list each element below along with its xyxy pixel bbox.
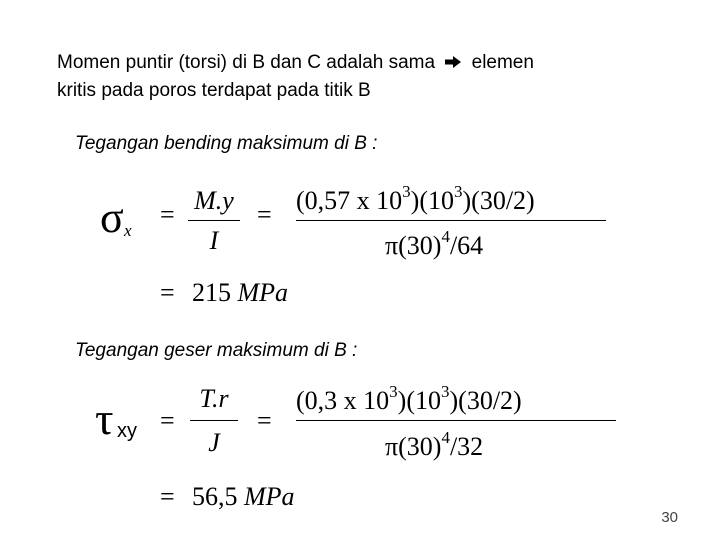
tau-symbol: τ bbox=[95, 393, 114, 444]
calc-numerator: (0,3 x $10^3)(10^3)(30/2)$ bbox=[296, 382, 522, 415]
sigma-symbol: σ bbox=[100, 193, 124, 242]
calc-denominator: $\pi(30)^4/32$ bbox=[385, 428, 484, 461]
calc-fraction-bar bbox=[296, 220, 606, 221]
fraction-bar bbox=[190, 420, 238, 421]
equals-sign-1: = bbox=[160, 200, 175, 229]
intro-line1-start: Momen puntir (torsi) di B dan C adalah sama bbox=[57, 52, 436, 73]
arrow-right-icon bbox=[444, 49, 462, 77]
intro-line1-end: elemen bbox=[471, 52, 534, 73]
intro-paragraph bbox=[57, 48, 697, 105]
shear-result: 56,5 MPa bbox=[192, 482, 295, 511]
intro-line2: kritis pada poros terdapat pada titik B bbox=[57, 80, 371, 101]
bending-result: 215 MPa bbox=[192, 278, 289, 307]
calc-denominator: $\pi(30)^4/64$ bbox=[385, 227, 484, 260]
calc-numerator: (0,57 x $10^3)(10^3)(30/2)$ bbox=[296, 182, 535, 215]
equals-sign-5: = bbox=[257, 406, 272, 435]
fraction-bar bbox=[188, 220, 240, 221]
equals-sign-3: = bbox=[160, 278, 175, 307]
page-number: 30 bbox=[661, 509, 678, 526]
shear-heading: Tegangan geser maksimum di B : bbox=[75, 340, 358, 361]
fraction-numerator: T.r bbox=[199, 384, 229, 413]
equals-sign-4: = bbox=[160, 406, 175, 435]
equals-sign-6: = bbox=[160, 482, 175, 511]
fraction-numerator: M.y bbox=[194, 186, 234, 215]
fraction-denominator: I bbox=[209, 226, 219, 255]
bending-heading: Tegangan bending maksimum di B : bbox=[75, 133, 378, 154]
calc-fraction-bar bbox=[296, 420, 616, 421]
equals-sign-2: = bbox=[257, 200, 272, 229]
fraction-denominator: J bbox=[208, 428, 220, 457]
tau-subscript: xy bbox=[117, 420, 137, 442]
sigma-subscript: x bbox=[124, 221, 132, 240]
